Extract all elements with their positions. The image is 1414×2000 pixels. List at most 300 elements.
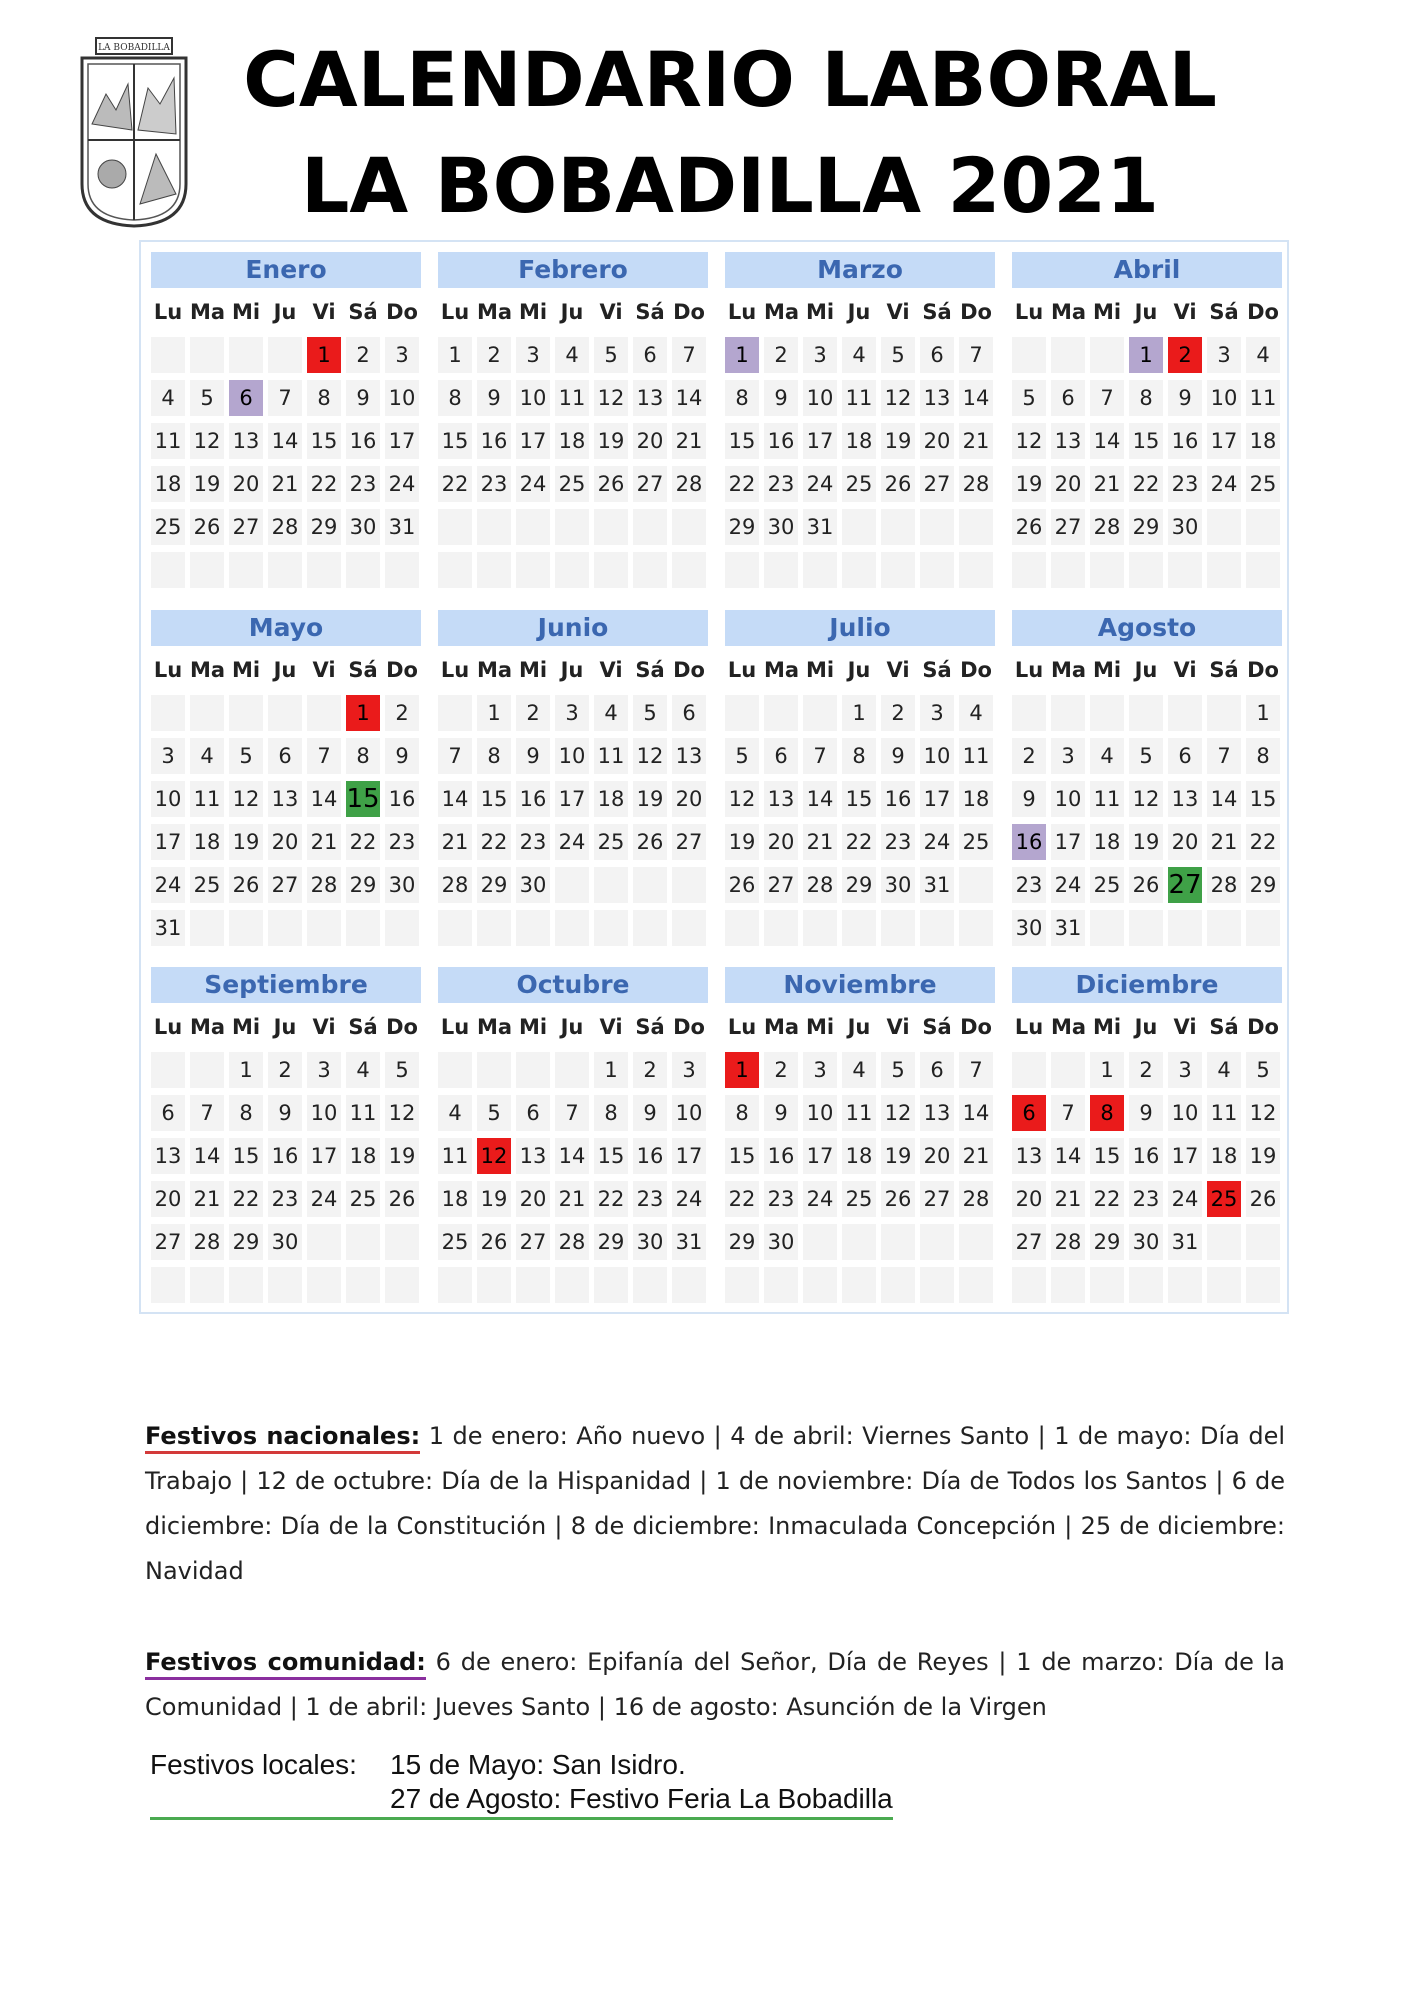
empty-day-cell	[920, 509, 954, 545]
day-cell: 16	[764, 423, 798, 459]
empty-day-cell	[803, 1267, 837, 1303]
day-cell: 28	[1090, 509, 1124, 545]
festivo-local-1: 15 de Mayo: San Isidro.	[390, 1749, 686, 1780]
day-cell: 11	[1246, 380, 1280, 416]
empty-day-cell	[881, 509, 915, 545]
weekday-header: Mi	[229, 1009, 263, 1045]
day-cell: 20	[268, 824, 302, 860]
month-days-grid	[438, 294, 708, 588]
day-cell: 7	[1207, 738, 1241, 774]
day-cell: 28	[803, 867, 837, 903]
day-cell-festivo-nacional: 25	[1207, 1181, 1241, 1217]
empty-day-cell	[477, 509, 511, 545]
empty-day-cell	[555, 509, 589, 545]
weekday-header: Lu	[1012, 294, 1046, 330]
day-cell: 11	[842, 1095, 876, 1131]
day-cell: 1	[229, 1052, 263, 1088]
empty-day-cell	[477, 910, 511, 946]
day-cell: 19	[594, 423, 628, 459]
empty-day-cell	[803, 1224, 837, 1260]
day-cell: 2	[881, 695, 915, 731]
day-cell: 16	[268, 1138, 302, 1174]
weekday-header: Mi	[803, 1009, 837, 1045]
weekday-header: Sá	[346, 652, 380, 688]
day-cell: 31	[803, 509, 837, 545]
day-cell: 27	[672, 824, 706, 860]
empty-day-cell	[1207, 1224, 1241, 1260]
festivos-nacionales-text: 1 de enero: Año nuevo | 4 de abril: Viernes Santo | 1 de mayo: Día del Trabajo | 12 de octubre: Día de la Hispanidad | 1 de noviembre: Día de Todos los Santos | 6 de diciembre: Día de la Constitución | 8 de diciembre: Inmaculada Concepción | 25 de diciembre: Navidad	[145, 1422, 1286, 1585]
day-cell: 24	[803, 466, 837, 502]
weekday-header: Vi	[307, 652, 341, 688]
empty-day-cell	[385, 1267, 419, 1303]
empty-day-cell	[438, 509, 472, 545]
empty-day-cell	[803, 695, 837, 731]
day-cell: 17	[151, 824, 185, 860]
empty-day-cell	[516, 552, 550, 588]
weekday-header: Mi	[516, 294, 550, 330]
day-cell: 9	[516, 738, 550, 774]
day-cell: 24	[1207, 466, 1241, 502]
weekday-header: Do	[1246, 652, 1280, 688]
month-name: Diciembre	[1012, 967, 1282, 1003]
day-cell: 17	[1207, 423, 1241, 459]
day-cell: 13	[1051, 423, 1085, 459]
day-cell: 25	[959, 824, 993, 860]
month-name: Septiembre	[151, 967, 421, 1003]
day-cell: 28	[555, 1224, 589, 1260]
day-cell: 20	[1012, 1181, 1046, 1217]
crest-text: LA BOBADILLA	[98, 43, 170, 53]
weekday-header: Do	[959, 1009, 993, 1045]
empty-day-cell	[803, 910, 837, 946]
empty-day-cell	[920, 1224, 954, 1260]
day-cell: 14	[307, 781, 341, 817]
day-cell: 6	[1051, 380, 1085, 416]
weekday-header: Do	[959, 652, 993, 688]
day-cell: 12	[1129, 781, 1163, 817]
day-cell: 12	[594, 380, 628, 416]
day-cell: 7	[438, 738, 472, 774]
weekday-header: Ju	[842, 294, 876, 330]
weekday-header: Vi	[307, 294, 341, 330]
day-cell: 25	[151, 509, 185, 545]
empty-day-cell	[920, 552, 954, 588]
day-cell: 24	[516, 466, 550, 502]
month-days-grid	[1012, 294, 1282, 588]
month-agosto	[1012, 610, 1282, 946]
month-days-grid	[438, 652, 708, 946]
day-cell: 5	[190, 380, 224, 416]
weekday-header: Ma	[190, 294, 224, 330]
month-name: Agosto	[1012, 610, 1282, 646]
empty-day-cell	[672, 867, 706, 903]
empty-day-cell	[268, 1267, 302, 1303]
day-cell: 4	[842, 337, 876, 373]
empty-day-cell	[307, 910, 341, 946]
day-cell: 20	[229, 466, 263, 502]
empty-day-cell	[959, 1224, 993, 1260]
empty-day-cell	[190, 1267, 224, 1303]
weekday-header: Vi	[1168, 1009, 1202, 1045]
day-cell: 11	[594, 738, 628, 774]
day-cell: 21	[190, 1181, 224, 1217]
day-cell: 16	[1129, 1138, 1163, 1174]
empty-day-cell	[959, 867, 993, 903]
day-cell: 20	[672, 781, 706, 817]
day-cell: 14	[1090, 423, 1124, 459]
day-cell: 24	[803, 1181, 837, 1217]
weekday-header: Vi	[594, 1009, 628, 1045]
day-cell: 2	[1012, 738, 1046, 774]
day-cell: 30	[881, 867, 915, 903]
month-abril	[1012, 252, 1282, 588]
empty-day-cell	[229, 695, 263, 731]
day-cell: 18	[1207, 1138, 1241, 1174]
empty-day-cell	[438, 1052, 472, 1088]
day-cell: 22	[594, 1181, 628, 1217]
weekday-header: Vi	[594, 294, 628, 330]
weekday-header: Ju	[555, 294, 589, 330]
day-cell: 10	[672, 1095, 706, 1131]
day-cell-festivo-comunidad: 1	[1129, 337, 1163, 373]
empty-day-cell	[1051, 1052, 1085, 1088]
day-cell: 21	[268, 466, 302, 502]
empty-day-cell	[633, 910, 667, 946]
empty-day-cell	[516, 1267, 550, 1303]
day-cell: 14	[1207, 781, 1241, 817]
day-cell: 22	[1129, 466, 1163, 502]
empty-day-cell	[1090, 337, 1124, 373]
day-cell: 27	[920, 466, 954, 502]
day-cell: 24	[920, 824, 954, 860]
empty-day-cell	[959, 509, 993, 545]
empty-day-cell	[881, 910, 915, 946]
day-cell: 31	[1168, 1224, 1202, 1260]
empty-day-cell	[477, 1052, 511, 1088]
weekday-header: Sá	[1207, 1009, 1241, 1045]
day-cell: 26	[594, 466, 628, 502]
day-cell: 22	[477, 824, 511, 860]
day-cell: 22	[1090, 1181, 1124, 1217]
empty-day-cell	[725, 552, 759, 588]
weekday-header: Lu	[1012, 1009, 1046, 1045]
day-cell: 30	[516, 867, 550, 903]
empty-day-cell	[633, 509, 667, 545]
day-cell: 13	[920, 380, 954, 416]
empty-day-cell	[307, 1224, 341, 1260]
day-cell-festivo-comunidad: 6	[229, 380, 263, 416]
day-cell: 10	[516, 380, 550, 416]
weekday-header: Mi	[1090, 652, 1124, 688]
weekday-header: Do	[385, 294, 419, 330]
empty-day-cell	[438, 1267, 472, 1303]
day-cell: 30	[385, 867, 419, 903]
empty-day-cell	[438, 695, 472, 731]
empty-day-cell	[1090, 1267, 1124, 1303]
day-cell: 4	[594, 695, 628, 731]
day-cell: 24	[1168, 1181, 1202, 1217]
empty-day-cell	[1012, 337, 1046, 373]
day-cell: 9	[1012, 781, 1046, 817]
day-cell: 15	[438, 423, 472, 459]
day-cell: 17	[672, 1138, 706, 1174]
day-cell: 20	[151, 1181, 185, 1217]
empty-day-cell	[1207, 695, 1241, 731]
empty-day-cell	[268, 552, 302, 588]
weekday-header: Lu	[151, 294, 185, 330]
weekday-header: Vi	[881, 294, 915, 330]
day-cell: 10	[803, 1095, 837, 1131]
day-cell: 7	[803, 738, 837, 774]
weekday-header: Ju	[842, 1009, 876, 1045]
day-cell: 17	[307, 1138, 341, 1174]
day-cell: 29	[725, 1224, 759, 1260]
day-cell: 4	[438, 1095, 472, 1131]
day-cell: 19	[1246, 1138, 1280, 1174]
day-cell: 8	[1129, 380, 1163, 416]
day-cell: 7	[1051, 1095, 1085, 1131]
day-cell: 9	[346, 380, 380, 416]
day-cell: 16	[516, 781, 550, 817]
weekday-header: Lu	[438, 652, 472, 688]
day-cell: 3	[1168, 1052, 1202, 1088]
day-cell: 8	[1246, 738, 1280, 774]
month-octubre	[438, 967, 708, 1303]
day-cell: 22	[346, 824, 380, 860]
day-cell: 9	[477, 380, 511, 416]
day-cell: 22	[725, 1181, 759, 1217]
day-cell: 14	[803, 781, 837, 817]
day-cell: 1	[438, 337, 472, 373]
empty-day-cell	[1051, 1267, 1085, 1303]
empty-day-cell	[672, 910, 706, 946]
day-cell: 12	[881, 380, 915, 416]
weekday-header: Ma	[477, 1009, 511, 1045]
empty-day-cell	[725, 1267, 759, 1303]
day-cell: 14	[555, 1138, 589, 1174]
empty-day-cell	[555, 910, 589, 946]
empty-day-cell	[151, 552, 185, 588]
day-cell: 26	[190, 509, 224, 545]
day-cell: 24	[385, 466, 419, 502]
day-cell: 7	[268, 380, 302, 416]
day-cell: 10	[920, 738, 954, 774]
empty-day-cell	[725, 695, 759, 731]
day-cell: 4	[1246, 337, 1280, 373]
weekday-header: Ma	[190, 652, 224, 688]
empty-day-cell	[229, 337, 263, 373]
day-cell: 23	[477, 466, 511, 502]
day-cell: 28	[1207, 867, 1241, 903]
weekday-header: Ju	[1129, 1009, 1163, 1045]
month-marzo	[725, 252, 995, 588]
empty-day-cell	[633, 867, 667, 903]
day-cell: 5	[881, 1052, 915, 1088]
day-cell: 20	[516, 1181, 550, 1217]
month-days-grid	[1012, 1009, 1282, 1303]
day-cell: 22	[725, 466, 759, 502]
empty-day-cell	[555, 1052, 589, 1088]
day-cell: 28	[307, 867, 341, 903]
empty-day-cell	[438, 552, 472, 588]
empty-day-cell	[151, 1052, 185, 1088]
month-days-grid	[151, 294, 421, 588]
month-febrero	[438, 252, 708, 588]
empty-day-cell	[725, 910, 759, 946]
empty-day-cell	[1246, 1267, 1280, 1303]
day-cell: 6	[1168, 738, 1202, 774]
day-cell: 18	[1246, 423, 1280, 459]
weekday-header: Ju	[268, 652, 302, 688]
day-cell: 7	[959, 337, 993, 373]
day-cell: 13	[1012, 1138, 1046, 1174]
empty-day-cell	[385, 910, 419, 946]
calendar-grid	[139, 240, 1289, 1314]
day-cell: 1	[1090, 1052, 1124, 1088]
day-cell: 14	[959, 380, 993, 416]
day-cell: 28	[1051, 1224, 1085, 1260]
day-cell: 19	[1129, 824, 1163, 860]
empty-day-cell	[881, 552, 915, 588]
weekday-header: Mi	[803, 652, 837, 688]
day-cell: 20	[633, 423, 667, 459]
day-cell: 10	[307, 1095, 341, 1131]
month-julio	[725, 610, 995, 946]
day-cell: 17	[385, 423, 419, 459]
empty-day-cell	[842, 910, 876, 946]
day-cell: 3	[920, 695, 954, 731]
day-cell: 18	[1090, 824, 1124, 860]
day-cell: 20	[764, 824, 798, 860]
day-cell: 14	[438, 781, 472, 817]
day-cell-festivo-nacional: 1	[346, 695, 380, 731]
day-cell: 16	[633, 1138, 667, 1174]
weekday-header: Lu	[438, 1009, 472, 1045]
day-cell: 30	[1012, 910, 1046, 946]
month-septiembre	[151, 967, 421, 1303]
empty-day-cell	[555, 867, 589, 903]
day-cell: 10	[1051, 781, 1085, 817]
month-name: Mayo	[151, 610, 421, 646]
day-cell: 2	[764, 1052, 798, 1088]
day-cell: 9	[1129, 1095, 1163, 1131]
day-cell: 15	[594, 1138, 628, 1174]
day-cell: 11	[346, 1095, 380, 1131]
day-cell: 22	[1246, 824, 1280, 860]
day-cell: 11	[555, 380, 589, 416]
day-cell: 2	[268, 1052, 302, 1088]
day-cell: 23	[881, 824, 915, 860]
weekday-header: Vi	[594, 652, 628, 688]
weekday-header: Mi	[1090, 294, 1124, 330]
day-cell: 9	[268, 1095, 302, 1131]
empty-day-cell	[594, 910, 628, 946]
weekday-header: Ju	[268, 294, 302, 330]
festivos-nacionales	[145, 1414, 1285, 1594]
empty-day-cell	[1129, 1267, 1163, 1303]
day-cell: 29	[346, 867, 380, 903]
day-cell: 6	[516, 1095, 550, 1131]
weekday-header: Lu	[725, 294, 759, 330]
day-cell: 25	[842, 1181, 876, 1217]
festivos-locales	[150, 1748, 893, 1816]
weekday-header: Sá	[633, 652, 667, 688]
weekday-header: Sá	[1207, 294, 1241, 330]
festivos-comunidad-text: 6 de enero: Epifanía del Señor, Día de Reyes | 1 de marzo: Día de la Comunidad | 1 de abril: Jueves Santo | 16 de agosto: Asunción de la Virgen	[145, 1648, 1285, 1721]
weekday-header: Ma	[764, 652, 798, 688]
empty-day-cell	[190, 695, 224, 731]
day-cell: 5	[1129, 738, 1163, 774]
day-cell: 27	[229, 509, 263, 545]
day-cell: 29	[1090, 1224, 1124, 1260]
empty-day-cell	[594, 509, 628, 545]
day-cell: 26	[1129, 867, 1163, 903]
weekday-header: Mi	[1090, 1009, 1124, 1045]
month-days-grid	[151, 652, 421, 946]
day-cell: 21	[1051, 1181, 1085, 1217]
empty-day-cell	[594, 1267, 628, 1303]
day-cell: 15	[842, 781, 876, 817]
day-cell: 2	[477, 337, 511, 373]
empty-day-cell	[1129, 910, 1163, 946]
empty-day-cell	[1246, 910, 1280, 946]
weekday-header: Lu	[151, 652, 185, 688]
day-cell: 13	[151, 1138, 185, 1174]
day-cell: 5	[881, 337, 915, 373]
day-cell: 10	[151, 781, 185, 817]
empty-day-cell	[555, 552, 589, 588]
day-cell: 18	[594, 781, 628, 817]
empty-day-cell	[672, 552, 706, 588]
day-cell: 26	[1246, 1181, 1280, 1217]
day-cell: 26	[633, 824, 667, 860]
empty-day-cell	[1090, 910, 1124, 946]
day-cell-festivo-nacional: 12	[477, 1138, 511, 1174]
weekday-header: Sá	[920, 1009, 954, 1045]
day-cell: 26	[477, 1224, 511, 1260]
day-cell: 7	[1090, 380, 1124, 416]
day-cell: 8	[307, 380, 341, 416]
day-cell: 11	[190, 781, 224, 817]
day-cell: 29	[594, 1224, 628, 1260]
day-cell: 2	[1129, 1052, 1163, 1088]
empty-day-cell	[151, 695, 185, 731]
empty-day-cell	[385, 552, 419, 588]
day-cell-festivo-nacional: 8	[1090, 1095, 1124, 1131]
day-cell: 29	[1129, 509, 1163, 545]
weekday-header: Vi	[1168, 294, 1202, 330]
day-cell: 15	[229, 1138, 263, 1174]
weekday-header: Ju	[1129, 294, 1163, 330]
day-cell: 21	[307, 824, 341, 860]
weekday-header: Sá	[346, 294, 380, 330]
day-cell: 2	[516, 695, 550, 731]
month-mayo	[151, 610, 421, 946]
day-cell: 15	[477, 781, 511, 817]
day-cell: 10	[385, 380, 419, 416]
month-name: Abril	[1012, 252, 1282, 288]
weekday-header: Sá	[633, 1009, 667, 1045]
day-cell: 19	[881, 1138, 915, 1174]
empty-day-cell	[307, 695, 341, 731]
day-cell: 18	[842, 1138, 876, 1174]
day-cell: 21	[438, 824, 472, 860]
empty-day-cell	[672, 1267, 706, 1303]
day-cell: 29	[842, 867, 876, 903]
day-cell: 21	[959, 1138, 993, 1174]
day-cell: 21	[1207, 824, 1241, 860]
month-days-grid	[438, 1009, 708, 1303]
